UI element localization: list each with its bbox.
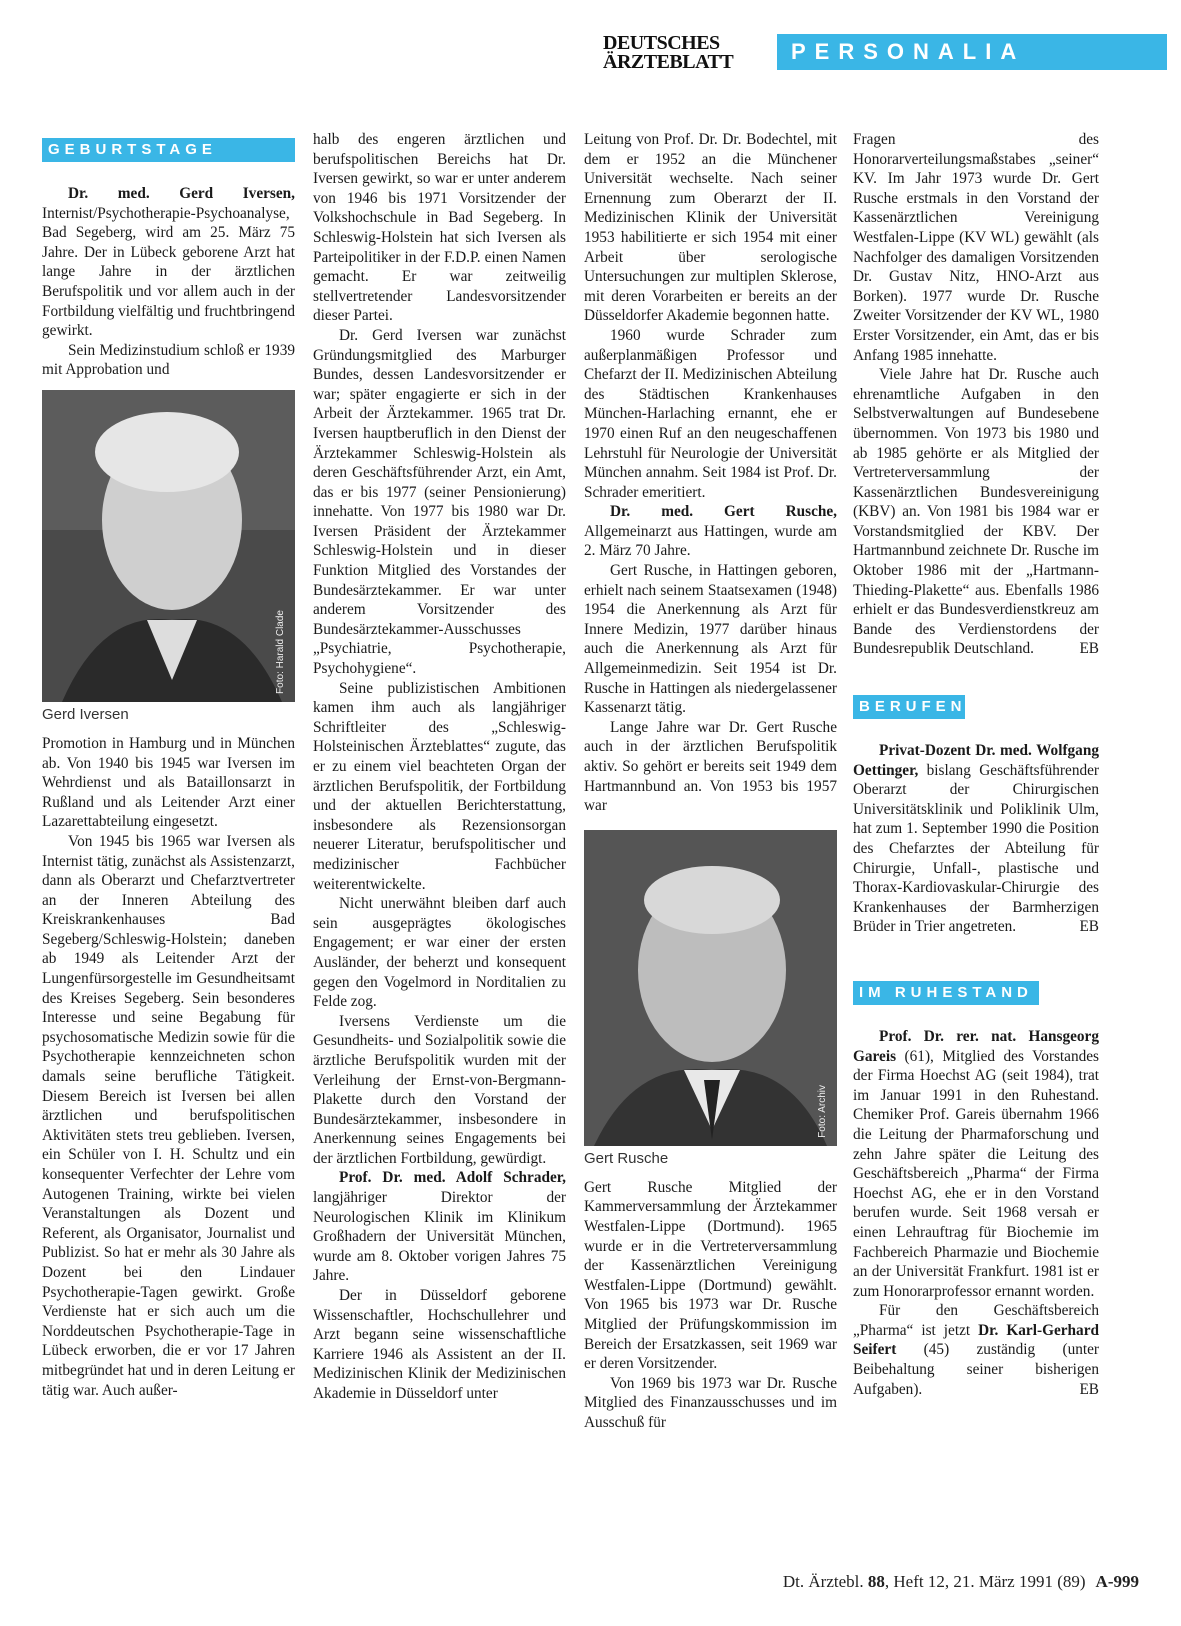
signature: EB (1079, 1380, 1099, 1398)
photo-caption: Gert Rusche (584, 1149, 669, 1167)
entry-gareis: Prof. Dr. rer. nat. Hansgeorg Gareis (61), Mitglied des Vorstandes der Firma Hoechst AG (seit 1984), trat im Januar 1991 in den Ruhestand. Chemiker Prof. Gareis übernahm 1966 die Leitung der Pharmaforschung und zehn Jahre später die Leitung des Geschäftsbereich „Pharma“ der Firma Hoechst AG, ehe er in den Vorstand berufen wurde. Seit 1968 versah er einen Lehrauftrag für Biochemie im Fachbereich Pharmazie und Biochemie an der Universität Frankfurt. 1981 ist er zum Honorarprofessor ernannt worden. (853, 1027, 1099, 1300)
paragraph: Fragen des Honorarverteilungsmaßstabes „seiner“ KV. Im Jahr 1973 wurde Dr. Gert Rusche erstmals in den Vorstand der Kassenärztlichen Vereinigung Westfalen-Lippe (KV WL) gewählt (als Nachfolger des damaligen Vorsitzenden Dr. Gustav Nitz, HNO-Arzt aus Borken). 1977 wurde Dr. Rusche Zweiter Vorsitzender der KV WL, 1980 Erster Vorsitzender, ein Amt, das er bis Anfang 1985 innehatte. (853, 131, 1099, 364)
column-2 (313, 130, 566, 1404)
column-4 (853, 130, 1099, 1399)
paragraph: Von 1945 bis 1965 war Iversen als Internist tätig, zunächst als Assistenzarzt, dann als Oberarzt und Chefarztvertreter an der Inneren Abteilung des Kreiskrankenhauses Bad Segeberg/Schleswig-Holstein; daneben ab 1949 als Leitender Arzt der Lungenfürsorgestelle im Gesundheitsamt des Kreises Segeberg. Sein besonderes Interesse und seine Begabung für psychosomatische Medizin sowie für die Psychotherapie kennzeichneten schon damals seine berufliche Tätigkeit. Diesem Bereich ist Iversen bei allen ärztlichen und berufspolitischen Aktivitäten stets treu geblieben. Iversen, ein Schüler von I. H. Schultz und ein konsequenter Verfechter der Lehre vom Autogenen Training, wirkte bei vielen Veranstaltungen als Dozent und Referent, als Organisator, Journalist und Publizist. So hat er mehr als 30 Jahre als Dozent bei den Lindauer Psychotherapie-Tagen gewirkt. Große Verdienste hat er sich auch um die Norddeutschen Psychotherapie-Tage in Lübeck erworben, die er vor 17 Jahren mitbegründet hat und in deren Leitung er tätig war. Auch außer- (42, 832, 295, 1399)
paragraph: Gert Rusche, in Hattingen geboren, erhielt nach seinem Staatsexamen (1948) 1954 die Anerkennung als Arzt für Innere Medizin, 1977 darüber hinaus auch die Anerkennung als Arzt für Allgemeinmedizin. Seit 1954 ist Dr. Rusche in Hattingen als niedergelassener Kassenarzt tätig. (584, 562, 837, 717)
paragraph: Viele Jahre hat Dr. Rusche auch ehrenamtliche Aufgaben in den Selbstverwaltungen auf Bundesebene übernommen. Von 1973 bis 1980 und ab 1985 gehörte er als Mitglied der Vertreterversammlung der Kassenärztlichen Bundesvereinigung (KBV) an. Von 1981 bis 1984 war er Vorstandsmitglied der KBV. Der Hartmannbund zeichnete Dr. Rusche im Oktober 1986 mit der „Hartmann-Thieding-Plakette“ aus. Ebenfalls 1986 erhielt er das Bundesverdienstkreuz am Bande des Verdienstordens der Bundesrepublik Deutschland. EB (853, 366, 1099, 658)
paragraph: Nicht unerwähnt bleiben darf auch sein ausgeprägtes ökologisches Engagement; er war einer der ersten Ausländer, der beherzt und konsequent gegen den Vogelmord in Norditalien zu Felde zog. (313, 895, 566, 1011)
entry-oettinger: Privat-Dozent Dr. med. Wolfgang Oettinger, bislang Geschäftsführender Oberarzt der Chirurgischen Universitätsklinik und Poliklinik Ulm, hat zum 1. September 1990 die Position des Chefarztes der Abteilung für Chirurgie, Unfall-, plastische und Thorax-Kardiovaskular-Chirurgie des Krankenhauses der Barmherzigen Brüder in Trier angetreten. EB (853, 742, 1099, 936)
paragraph: Iversens Verdienste um die Gesundheits- und Sozialpolitik sowie die ärztliche Berufspolitik wurden mit der Verleihung der Ernst-von-Bergmann-Plakette durch den Vorstand der Bundesärztekammer, insbesondere in Anerkennung seines Engagements bei der ärztlichen Fortbildung, gewürdigt. (313, 1012, 566, 1167)
citation: Dt. Ärztebl. 88, Heft 12, 21. März 1991 (89) (782, 1572, 1086, 1591)
journal-logo: DEUTSCHES ÄRZTEBLATT (603, 32, 734, 73)
signature: EB (1079, 640, 1099, 658)
photo-credit: Foto: Harald Clade (275, 610, 287, 694)
entry-rusche: Dr. med. Gert Rusche, Allgemeinarzt aus Hattingen, wurde am 2. März 70 Jahre. (584, 503, 837, 560)
paragraph: Gert Rusche Mitglied der Kammerversammlung der Ärztekammer Westfalen-Lippe (Dortmund). 1965 wurde er in die Vertreterversammlung der Kassenärztlichen Vereinigung Westfalen-Lippe (Dortmund) gewählt. Von 1965 bis 1973 war Dr. Rusche Mitglied der Prüfungskommission im Bereich der Ersatzkassen, seit 1969 war er deren Vorsitzender. (584, 1178, 837, 1373)
portrait-image (42, 390, 295, 702)
page-footer (783, 1572, 1139, 1592)
entry-iversen: Dr. med. Gerd Iversen, Internist/Psychotherapie-Psychoanalyse, Bad Segeberg, wird am 25. März 75 Jahre. Der in Lübeck geborene Arzt hat lange Jahre in der ärztlichen Berufspolitik und vor allem auch in der Fortbildung vielfältig und fruchtbringend gewirkt. (42, 185, 295, 340)
signature: EB (1079, 918, 1099, 936)
portrait-image (584, 830, 837, 1146)
paragraph: Von 1969 bis 1973 war Dr. Rusche Mitglied des Finanzausschusses und im Ausschuß für (584, 1374, 837, 1431)
portrait-photo-iversen (42, 390, 295, 702)
paragraph: Dr. Gerd Iversen war zunächst Gründungsmitglied des Marburger Bundes, dessen Landesvorsitzender er war; später engagierte er sich in der Arbeit der Ärztekammer. 1965 trat Dr. Iversen hauptberuflich in den Dienst der Ärztekammer Schleswig-Holstein als deren Geschäftsführender Arzt, ein Amt, das er bis 1977 (seiner Pensionierung) innehatte. Von 1977 bis 1980 war Dr. Iversen Präsident der Ärztekammer Schleswig-Holstein und in dieser Funktion Mitglied des Vorstandes der Bundesärztekammer. Er war unter anderem Vorsitzender des Bundesärztekammer-Ausschusses „Psychiatrie, Psychotherapie, Psychohygiene“. (313, 326, 566, 678)
column-1 (42, 130, 295, 1400)
column-3 (584, 130, 837, 1433)
paragraph: Der in Düsseldorf geborene Wissenschaftler, Hochschullehrer und Arzt begann seine wissenschaftliche Karriere 1946 als Assistent an der II. Medizinischen Klinik der Medizinischen Akademie in Düsseldorf unter (313, 1287, 566, 1402)
heading-geburtstage: GEBURTSTAGE (42, 138, 295, 162)
paragraph: 1960 wurde Schrader zum außerplanmäßigen Professor und Chefarzt der II. Medizinischen Abteilung des Städtischen Krankenhauses München-Harlaching ernannt, ehe er 1970 einen Ruf an den neugeschaffenen Lehrstuhl für Neurologie der Universität München annahm. Seit 1984 ist Prof. Dr. Schrader emeritiert. (584, 326, 837, 501)
heading-berufen: BERUFEN (853, 695, 965, 719)
entry-schrader: Prof. Dr. med. Adolf Schrader, langjähriger Direktor der Neurologischen Klinik im Klinikum Großhadern der Universität München, wurde am 8. Oktober vorigen Jahres 75 Jahre. (313, 1169, 566, 1285)
photo-caption: Gerd Iversen (42, 705, 129, 723)
page-number: A-999 (1095, 1572, 1139, 1591)
paragraph: halb des engeren ärztlichen und berufspolitischen Bereichs hat Dr. Iversen gewirkt, so war er unter anderem von 1946 bis 1971 Vorsitzender der Volkshochschule in Bad Segeberg. In Schleswig-Holstein hat sich Iversen als Parteipolitiker in der F.D.P. einen Namen gemacht. Er war zeitweilig stellvertretender Landesvorsitzender dieser Partei. (313, 131, 566, 325)
paragraph: Leitung von Prof. Dr. Dr. Bodechtel, mit dem er 1952 an die Münchener Universität wechselte. Nach seiner Ernennung zum Oberarzt der II. Medizinischen Klinik der Universität 1953 habilitierte er sich 1954 mit einer Arbeit über serologische Untersuchungen zur multiplen Sklerose, mit deren Vorarbeiten er bereits an der Düsseldorfer Akademie begonnen hatte. (584, 131, 837, 325)
heading-im-ruhestand: IM RUHESTAND (853, 981, 1039, 1005)
paragraph: Promotion in Hamburg und in München ab. Von 1940 bis 1945 war Iversen im Wehrdienst und als Bataillonsarzt in Rußland und als Leitender Arzt einer Lazarettabteilung eingesetzt. (42, 734, 295, 831)
paragraph: Seine publizistischen Ambitionen kamen ihm auch als langjähriger Schriftleiter des „Schleswig-Holsteinischen Ärzteblattes“ zugute, das er zu einem viel beachteten Organ der ärztlichen Berufspolitik, der Fortbildung und der aktuellen Berichterstattung, insbesondere als Rezensionsorgan neuerer Literatur, berufspolitischer und medizinischer Fachbücher weiterentwickelte. (313, 679, 566, 893)
portrait-photo-rusche (584, 830, 837, 1146)
section-title: PERSONALIA (777, 34, 1167, 70)
paragraph: Lange Jahre war Dr. Gert Rusche auch in der ärztlichen Berufspolitik aktiv. So gehört er bereits seit 1949 dem Hartmannbund an. Von 1953 bis 1957 war (584, 718, 837, 815)
photo-credit: Foto: Archiv (817, 1084, 829, 1138)
paragraph: Sein Medizinstudium schloß er 1939 mit Approbation und (42, 341, 295, 379)
entry-seifert: Für den Geschäftsbereich „Pharma“ ist jetzt Dr. Karl-Gerhard Seifert (45) zuständig (unter Beibehaltung seiner bisherigen Aufgaben). EB (853, 1302, 1099, 1398)
